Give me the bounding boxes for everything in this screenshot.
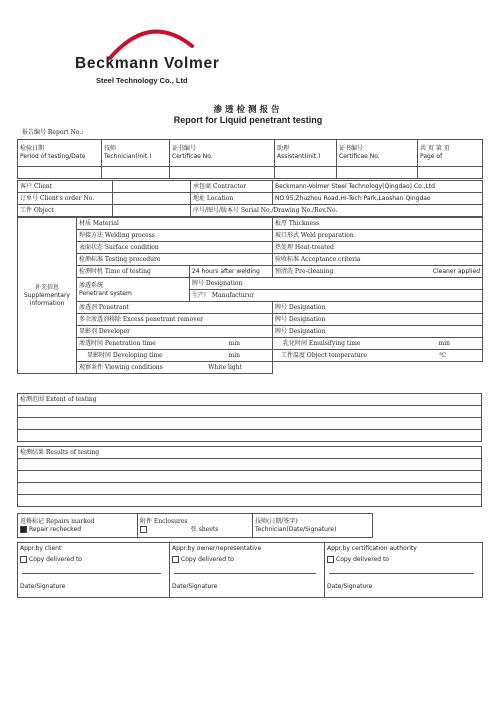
emulsifying-time-label: 乳化时间 Emulsifying time <box>283 339 361 347</box>
owner-approval-cell[interactable] <box>170 543 325 598</box>
emulsifying-time-field[interactable] <box>273 338 483 350</box>
penetrant-field[interactable]: 渗透剂 Penetrant <box>77 302 273 314</box>
repairs-empty-cell <box>373 514 483 538</box>
extent-row[interactable] <box>18 418 482 430</box>
penetrant-designation-field[interactable]: 牌号 Designation <box>273 302 483 314</box>
penetration-time-unit: min <box>228 339 240 347</box>
owner-copy-label: Copy delivered to <box>181 556 234 563</box>
heat-treated-field[interactable]: 热处理 Heat-treated <box>273 242 483 254</box>
contractor-label: 承包商 Contractor <box>191 181 273 193</box>
brand-name: Beckmann Volmer <box>75 55 220 72</box>
emulsifying-time-unit: min <box>438 339 451 347</box>
penetration-time-label: 渗透时间 Penetration time <box>79 339 156 347</box>
object-temperature-field[interactable] <box>273 350 483 362</box>
enclosures-label: 附件 Enclosures <box>140 517 188 525</box>
object-label: 工件 Object <box>18 205 113 217</box>
enclosures-cell[interactable] <box>138 514 253 538</box>
supplementary-label: 补充信息 Supplementary information <box>18 218 77 374</box>
client-label: 客户 Client <box>18 181 113 193</box>
remover-designation-field[interactable]: 牌号 Designation <box>273 314 483 326</box>
owner-copy-checkbox[interactable] <box>172 556 179 563</box>
object-temperature-label: 工件温度 Object temperature <box>281 351 367 359</box>
results-row[interactable] <box>18 495 482 507</box>
sheets-label: 张 sheets <box>190 525 219 533</box>
results-row[interactable] <box>18 483 482 495</box>
owner-date-label: Date/Signature <box>172 583 218 590</box>
client-approval-title: Appr.by client <box>20 545 62 552</box>
penetration-time-field[interactable] <box>77 338 273 350</box>
developer-field[interactable]: 显影剂 Developer <box>77 326 273 338</box>
owner-approval-title: Appr.by owner/representative <box>172 545 262 552</box>
certificate-value-2[interactable] <box>337 167 418 179</box>
authority-approval-title: Appr.by certification authority <box>327 545 417 552</box>
contractor-value: Beckmann-Volmer Steel Technology(Qingdao) Co.,Ltd <box>273 181 483 193</box>
penetrant-system-label: 渗透系统 Penetrant system <box>77 278 190 302</box>
acceptance-criteria-field[interactable]: 验收标准 Acceptance criteria <box>273 254 483 266</box>
authority-signature-line <box>329 573 474 574</box>
pre-cleaning-field[interactable] <box>273 266 483 278</box>
testing-info-table <box>17 139 483 179</box>
empty-cell <box>273 362 483 374</box>
developing-time-unit: min <box>228 351 240 359</box>
assistant-value[interactable] <box>275 167 337 179</box>
technician-cell[interactable]: 技师 Technician(init.) <box>102 140 170 167</box>
repair-rechecked-checkbox[interactable] <box>20 526 27 533</box>
report-title-en: Report for Liquid penetrant testing <box>173 115 323 125</box>
repairs-cell[interactable] <box>18 514 138 538</box>
viewing-conditions-field[interactable] <box>77 362 273 374</box>
designation-field[interactable]: 牌号 Designation <box>190 278 483 290</box>
certificate-value-1[interactable] <box>170 167 275 179</box>
supplementary-table <box>17 217 483 374</box>
approvals-table <box>17 542 483 598</box>
technician-signature-cell[interactable] <box>253 514 373 538</box>
viewing-conditions-label: 观察条件 Viewing conditions <box>79 363 163 371</box>
results-label: 检测结果 Results of testing <box>18 447 482 459</box>
client-copy-label: Copy delivered to <box>29 556 82 563</box>
technician-value[interactable] <box>102 167 170 179</box>
authority-copy-checkbox[interactable] <box>327 556 334 563</box>
order-value[interactable] <box>113 193 191 205</box>
certificate-cell-2[interactable]: 证书编号 Certificae No. <box>337 140 418 167</box>
certificate-cell-1[interactable]: 证书编号 Certificae No. <box>170 140 275 167</box>
extent-row[interactable] <box>18 406 482 418</box>
client-copy-checkbox[interactable] <box>20 556 27 563</box>
results-row[interactable] <box>18 471 482 483</box>
location-value: NO.95,Zhuzhou Road,Hi-Tech Park,Laoshan Qingdao <box>273 193 483 205</box>
testing-procedure-field[interactable]: 检测标准 Testing procedure <box>77 254 273 266</box>
technician-signature-label-en: Technician(Date/Signature) <box>255 525 337 533</box>
pre-cleaning-value: Cleaner applied <box>432 267 481 275</box>
assistant-cell[interactable]: 助理 Assistant(init.) <box>275 140 337 167</box>
pre-cleaning-label: 预清洗 Pre-cleaning <box>275 267 334 275</box>
owner-signature-line <box>174 573 316 574</box>
client-signature-line <box>22 573 161 574</box>
enclosures-checkbox[interactable] <box>140 526 147 533</box>
developer-designation-field[interactable]: 牌号 Designation <box>273 326 483 338</box>
authority-copy-label: Copy delivered to <box>336 556 389 563</box>
location-label: 地址 Location <box>191 193 273 205</box>
results-row[interactable] <box>18 459 482 471</box>
weld-preparation-field[interactable]: 坡口形式 Weld preparation <box>273 230 483 242</box>
authority-approval-cell[interactable] <box>325 543 483 598</box>
order-label: 订单号 Client's order No. <box>18 193 113 205</box>
developing-time-field[interactable] <box>77 350 273 362</box>
time-of-testing-label: 检测时机 Time of testing <box>77 266 190 278</box>
repair-rechecked-label: Repair rechecked <box>29 525 81 533</box>
page-value[interactable] <box>418 167 483 179</box>
celsius-unit: ℃ <box>439 351 447 359</box>
brand-subtitle: Steel Technology Co., Ltd <box>96 76 188 85</box>
technician-signature-label-cn: 技师(日期/签字) <box>255 517 298 525</box>
client-value[interactable] <box>113 181 191 193</box>
extent-table <box>17 393 482 442</box>
material-field[interactable]: 材质 Material <box>77 218 273 230</box>
extent-row[interactable] <box>18 430 482 442</box>
serial-label: 序号/图号/版本号 Serial No./Drawing No./Rev.No. <box>191 205 483 217</box>
report-number-label: 报告编号 Report No.: <box>22 129 84 136</box>
developing-time-label: 显影时间 Developing time <box>87 351 163 359</box>
manufacturer-field[interactable]: 生产厂 Manufacturer <box>190 290 483 302</box>
repairs-table <box>17 513 483 538</box>
extent-label: 检测范围 Extent of testing <box>18 394 482 406</box>
period-value[interactable] <box>18 167 102 179</box>
thickness-field[interactable]: 板厚 Thickness <box>273 218 483 230</box>
client-table <box>17 180 483 217</box>
excess-remover-field[interactable]: 多余渗透剂移除 Excess penetrant remover <box>77 314 273 326</box>
client-approval-cell[interactable] <box>18 543 170 598</box>
white-light-value: White light <box>208 363 242 371</box>
authority-date-label: Date/Signature <box>327 583 373 590</box>
results-table <box>17 446 482 507</box>
repairs-marked-label: 返修标记 Repairs marked <box>20 517 95 525</box>
welding-process-field[interactable]: 焊接方法 Welding process <box>77 230 273 242</box>
object-value[interactable] <box>113 205 191 217</box>
page-cell[interactable]: 共 页 第 页 Page of <box>418 140 483 167</box>
report-title-cn: 渗透检测报告 <box>213 105 283 115</box>
surface-condition-field[interactable]: 表面状态 Surface condition <box>77 242 273 254</box>
period-cell[interactable]: 检验日期 Period of testing/Date <box>18 140 102 167</box>
client-date-label: Date/Signature <box>20 583 66 590</box>
time-of-testing-value[interactable]: 24 hours after welding <box>190 266 273 278</box>
